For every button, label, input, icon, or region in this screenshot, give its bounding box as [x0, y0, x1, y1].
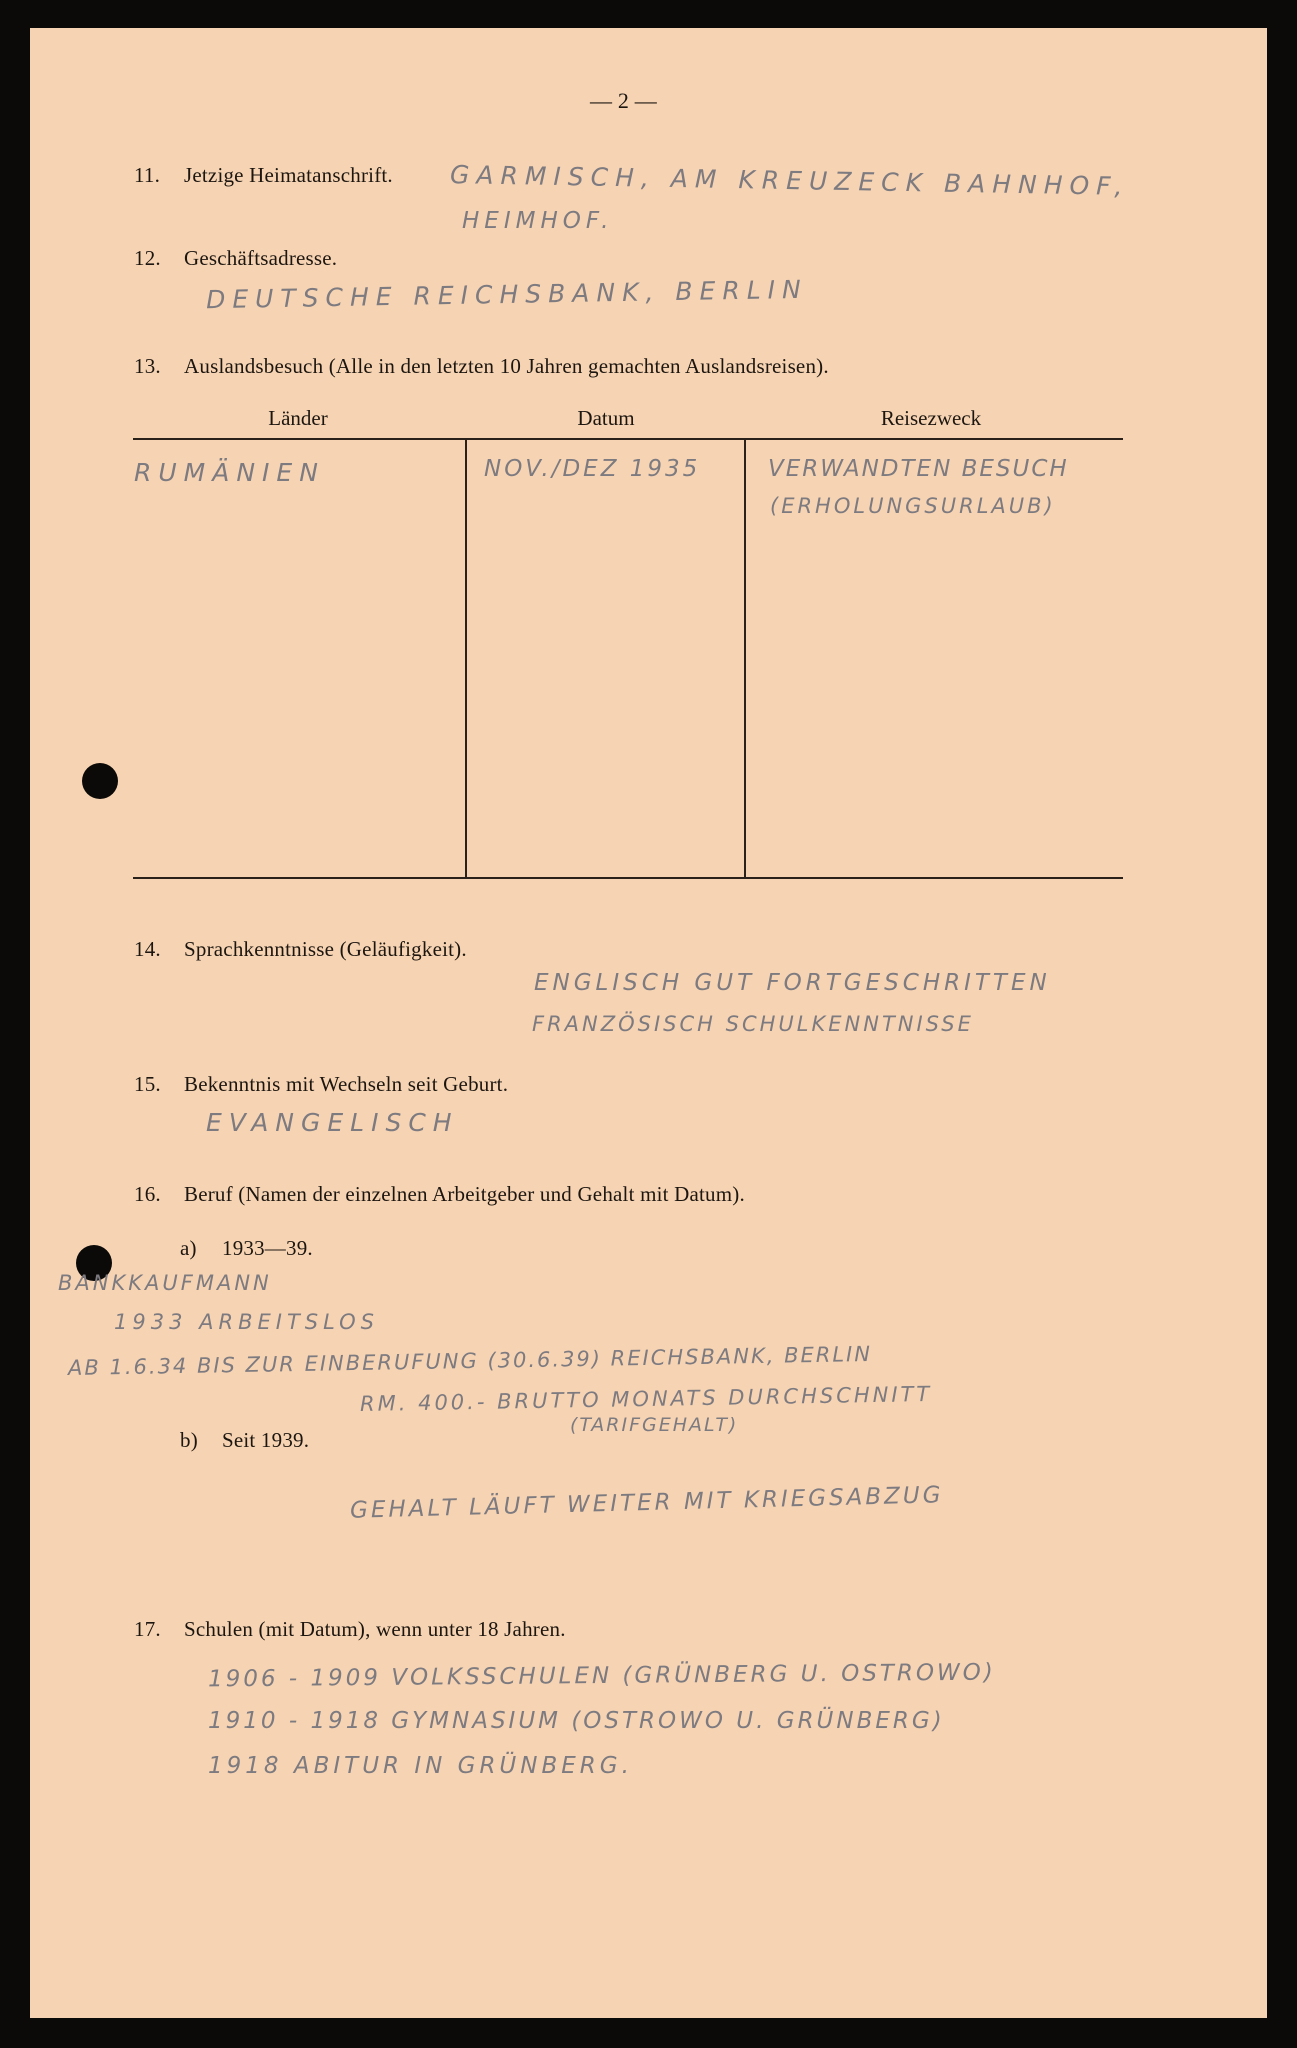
table-column-divider	[744, 439, 746, 877]
item-16-label: 16. Beruf (Namen der einzelnen Arbeitgeber und Gehalt mit Datum).	[134, 1182, 745, 1206]
handwriting-sprachkenntnisse-line2: FRANZÖSISCH SCHULKENNTNISSE	[532, 1012, 974, 1036]
item-13-label: 13. Auslandsbesuch (Alle in den letzten 10 Jahren gemachten Auslandsreisen).	[134, 354, 829, 378]
handwriting-heimatanschrift-line1: GARMISCH, AM KREUZECK BAHNHOF,	[449, 160, 1130, 201]
item-11-label: 11. Jetzige Heimatanschrift.	[134, 163, 393, 187]
handwriting-schulen-line1: 1906 - 1909 VOLKSSCHULEN (GRÜNBERG U. OSTROWO)	[207, 1659, 996, 1693]
table-bottom-rule	[133, 877, 1123, 879]
handwriting-beruf-line1: BANKKAUFMANN	[58, 1271, 272, 1295]
handwriting-bekenntnis: EVANGELISCH	[206, 1108, 459, 1137]
handwriting-beruf-seit-1939: GEHALT LÄUFT WEITER MIT KRIEGSABZUG	[349, 1482, 944, 1524]
handwriting-beruf-line2: 1933 ARBEITSLOS	[114, 1310, 380, 1334]
handwriting-beruf-line5: (TARIFGEHALT)	[570, 1414, 739, 1436]
handwriting-beruf-line3: AB 1.6.34 BIS ZUR EINBERUFUNG (30.6.39) REICHSBANK, BERLIN	[67, 1341, 873, 1381]
table-cell-reisezweck-line1: VERWANDTEN BESUCH	[768, 456, 1069, 482]
item-15-label: 15. Bekenntnis mit Wechseln seit Geburt.	[134, 1072, 509, 1096]
table-cell-datum: NOV./DEZ 1935	[484, 456, 701, 482]
table-header-reisezweck: Reisezweck	[880, 406, 982, 430]
table-header-laender: Länder	[268, 406, 328, 430]
table-header-datum: Datum	[577, 406, 635, 430]
table-cell-reisezweck-line2: (ERHOLUNGSURLAUB)	[770, 494, 1056, 518]
handwriting-geschaeftsadresse: DEUTSCHE REICHSBANK, BERLIN	[205, 274, 808, 315]
item-16b-label: b) Seit 1939.	[180, 1428, 310, 1452]
punch-hole	[82, 763, 118, 799]
handwriting-beruf-line4: RM. 400.- BRUTTO MONATS DURCHSCHNITT	[359, 1382, 933, 1416]
item-12-label: 12. Geschäftsadresse.	[134, 246, 338, 270]
page-number: — 2 —	[590, 88, 657, 113]
table-top-rule	[133, 438, 1123, 440]
table-column-divider	[465, 439, 467, 877]
table-cell-laender: RUMÄNIEN	[134, 458, 325, 487]
handwriting-schulen-line2: 1910 - 1918 GYMNASIUM (OSTROWO U. GRÜNBERG)	[208, 1708, 945, 1734]
item-17-label: 17. Schulen (mit Datum), wenn unter 18 Jahren.	[134, 1617, 566, 1641]
item-14-label: 14. Sprachkenntnisse (Geläufigkeit).	[134, 937, 467, 961]
handwriting-sprachkenntnisse-line1: ENGLISCH GUT FORTGESCHRITTEN	[534, 970, 1051, 996]
handwriting-schulen-line3: 1918 ABITUR IN GRÜNBERG.	[208, 1753, 633, 1779]
document-page	[30, 28, 1267, 2018]
handwriting-heimatanschrift-line2: HEIMHOF.	[462, 208, 614, 234]
item-16a-label: a) 1933—39.	[180, 1236, 313, 1260]
